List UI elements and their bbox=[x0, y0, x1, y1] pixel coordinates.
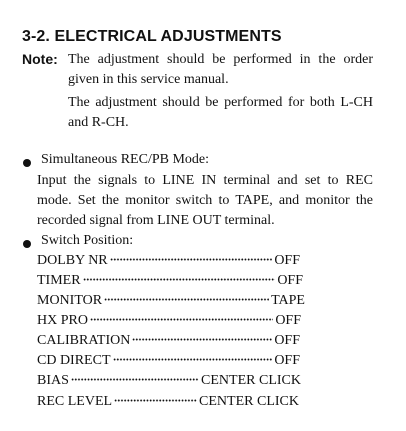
note-line-1: The adjustment should be performed in the order bbox=[68, 52, 373, 67]
switch-value: OFF bbox=[274, 333, 300, 348]
note-line-3: The adjustment should be performed for both L-CH bbox=[68, 95, 373, 110]
switch-row-monitor bbox=[37, 293, 305, 311]
switch-row-calibration bbox=[37, 333, 300, 351]
switch-label: HX PRO bbox=[37, 313, 88, 328]
switch-value: OFF bbox=[274, 253, 300, 268]
dot-leader bbox=[114, 399, 197, 402]
switch-label: BIAS bbox=[37, 373, 69, 388]
switch-label: REC LEVEL bbox=[37, 394, 113, 409]
note-line-4: and R-CH. bbox=[68, 115, 129, 130]
switch-label: MONITOR bbox=[37, 293, 103, 308]
switch-value: OFF bbox=[277, 273, 303, 288]
mode-line-2: mode. Set the monitor switch to TAPE, and monitor the bbox=[37, 193, 373, 208]
dot-leader bbox=[113, 358, 273, 361]
switch-label: TIMER bbox=[37, 273, 81, 288]
switch-value: OFF bbox=[275, 313, 301, 328]
switch-label: DOLBY NR bbox=[37, 253, 108, 268]
switch-label: CD DIRECT bbox=[37, 353, 111, 368]
switch-row-dolby-nr bbox=[37, 253, 300, 271]
dot-leader bbox=[104, 298, 269, 301]
switch-row-rec-level bbox=[37, 394, 299, 412]
switch-value: TAPE bbox=[271, 293, 305, 308]
bullet-switch-position bbox=[23, 240, 31, 248]
switch-row-bias bbox=[37, 373, 301, 391]
switch-value: CENTER CLICK bbox=[201, 373, 301, 388]
dot-leader bbox=[132, 338, 272, 341]
switch-row-cd-direct bbox=[37, 353, 300, 371]
switch-row-hx-pro bbox=[37, 313, 301, 331]
note-line-2: given in this service manual. bbox=[68, 72, 229, 87]
mode-line-3: recorded signal from LINE OUT terminal. bbox=[37, 213, 275, 228]
switch-value: CENTER CLICK bbox=[199, 394, 299, 409]
mode-title: Simultaneous REC/PB Mode: bbox=[41, 152, 210, 167]
mode-line-1: Input the signals to LINE IN terminal and set to REC bbox=[37, 173, 373, 188]
section-heading: 3-2. ELECTRICAL ADJUSTMENTS bbox=[22, 28, 282, 45]
switch-position-title: Switch Position: bbox=[41, 233, 134, 248]
note-label: Note: bbox=[22, 51, 58, 67]
dot-leader bbox=[71, 378, 199, 381]
dot-leader bbox=[90, 318, 273, 321]
switch-label: CALIBRATION bbox=[37, 333, 131, 348]
bullet-mode bbox=[23, 159, 31, 167]
switch-value: OFF bbox=[274, 353, 300, 368]
dot-leader bbox=[110, 258, 273, 261]
switch-row-timer bbox=[37, 273, 303, 291]
dot-leader bbox=[83, 278, 276, 281]
